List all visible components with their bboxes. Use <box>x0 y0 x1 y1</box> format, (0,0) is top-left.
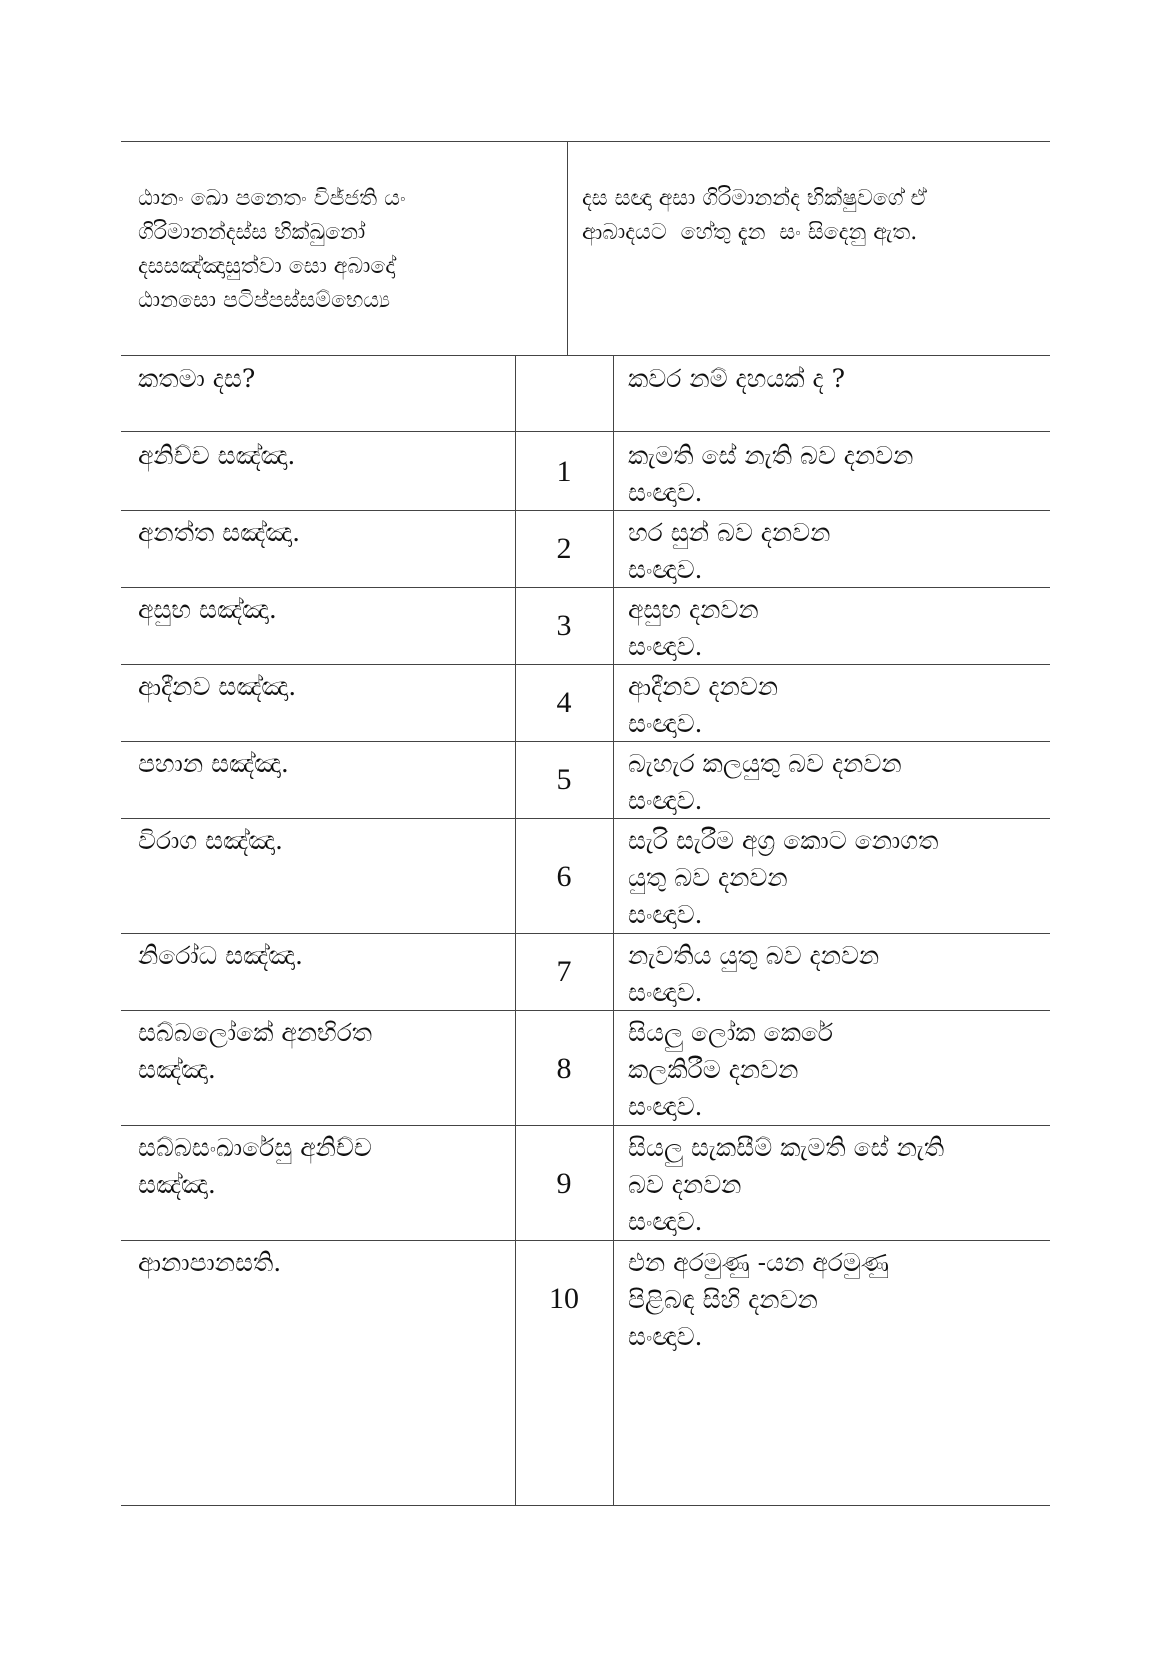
row-3-sinhala: අසුභ දනවන සංඥාව. <box>628 595 759 661</box>
row-5-number: 5 <box>556 763 572 796</box>
row-6-sinhala: සැරි සැරීම අග්‍ර කොට නොගත යුතු බව දනවන සංඥාව. <box>628 826 939 929</box>
row-7-number: 7 <box>556 955 572 988</box>
row-9-number: 9 <box>556 1167 572 1200</box>
intro-divider <box>567 141 568 355</box>
row-5-pali: පහාන සඤ්ඤා. <box>138 749 289 778</box>
row-1-number: 1 <box>556 455 572 488</box>
intro-pali-text: ඨානං ඛො පනෙතං විජ්ජති යං ගිරිමානන්දස්ස භික්ඛුනෝ දසසඤ්ඤාසුත්වා සො අබාදෝ ඨානසො පටිප්පස්සම්භෙය්‍ය <box>138 186 406 313</box>
row-1-pali: අනිච්ච සඤ්ඤා. <box>138 441 296 470</box>
row-6-number: 6 <box>556 860 572 893</box>
row-rule <box>121 1125 1050 1126</box>
row-5-sinhala: බැහැර කලයුතු බව දනවන සංඥාව. <box>628 749 902 815</box>
table-col-divider-right <box>613 355 614 1505</box>
row-4-sinhala: ආදීනව දනවන සංඥාව. <box>628 672 779 738</box>
intro-bottom-rule <box>121 355 1050 356</box>
row-8-pali: සබ්බලෝකේ අනභිරත සඤ්ඤා. <box>138 1018 373 1084</box>
row-7-sinhala: නැවතිය යුතු බව දනවන සංඥාව. <box>628 941 880 1007</box>
row-2-pali: අනත්ත සඤ්ඤා. <box>138 518 301 547</box>
row-9-pali: සබ්බසංඛාරේසු අනිච්ච සඤ්ඤා. <box>138 1133 372 1199</box>
row-rule <box>121 933 1050 934</box>
row-4-number: 4 <box>556 686 572 719</box>
header-bottom-rule <box>121 431 1050 432</box>
row-7-pali: නිරෝධ සඤ්ඤා. <box>138 941 303 970</box>
row-10-number: 10 <box>549 1282 579 1315</box>
row-3-pali: අසුභ සඤ්ඤා. <box>138 595 277 624</box>
table-col-divider-left <box>515 355 516 1505</box>
row-10-pali: ආනාපානසති. <box>138 1248 282 1277</box>
row-9-sinhala: සියලු සැකසීම් කැමති සේ නැති බව දනවන සංඥාව. <box>628 1133 945 1236</box>
row-8-sinhala: සියලු ලෝක කෙරේ කලකිරීම දනවන සංඥාව. <box>628 1018 833 1121</box>
row-10-sinhala: එන අරමුණු -යන අරමුණු පිළිබඳ සිහි දනවන සංඥාව. <box>628 1248 889 1351</box>
bottom-rule <box>121 1505 1050 1506</box>
row-2-number: 2 <box>556 532 572 565</box>
row-2-sinhala: හර සුන් බව දනවන සංඥාව. <box>628 518 831 584</box>
row-1-sinhala: කැමති සේ නැති බව දනවන සංඥාව. <box>628 441 914 507</box>
header-right: කවර නම් දහයක් ද ? <box>628 364 845 393</box>
row-6-pali: විරාග සඤ්ඤා. <box>138 826 283 855</box>
row-4-pali: ආදීනව සඤ්ඤා. <box>138 672 297 701</box>
header-left: කතමා දස? <box>138 364 256 393</box>
intro-sinhala-text: දස සඥා අසා ගිරිමානන්ද භික්ෂුවගේ ඒ ආබාදයට හේතු දැන සං සිදෙනු ඇත. <box>582 186 927 245</box>
row-rule <box>121 1240 1050 1241</box>
row-3-number: 3 <box>556 609 572 642</box>
row-8-number: 8 <box>556 1052 572 1085</box>
top-rule <box>121 141 1050 142</box>
